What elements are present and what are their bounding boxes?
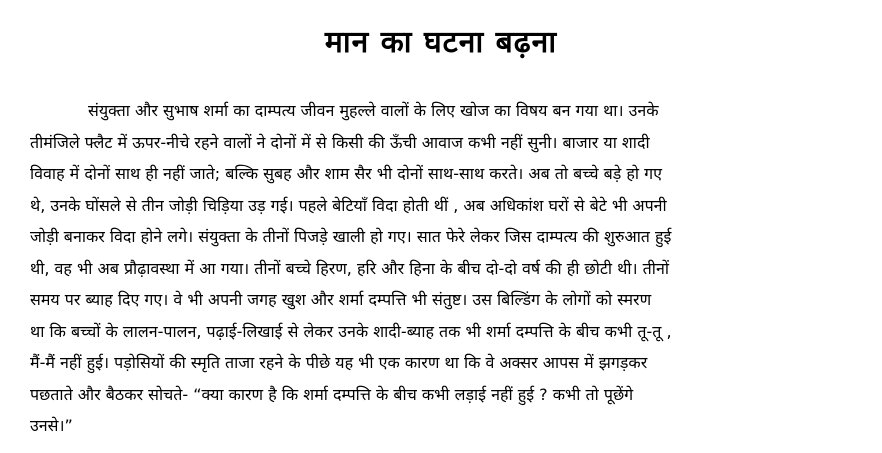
paragraph-line: पछताते और बैठकर सोचते- “क्या कारण है कि शर्मा दम्पत्ति के बीच कभी लड़ाई नहीं हुई ? कभी तो पूछेंगे <box>30 384 634 404</box>
paragraph-line: विवाह में दोनों साथ ही नहीं जाते; बल्कि सुबह और शाम सैर भी दोनों साथ-साथ करते। अब तो बच्चे बड़े हो गए <box>30 164 662 183</box>
paragraph-line: थी, वह भी अब प्रौढ़ावस्था में आ गया। तीनों बच्चे हिरण, हरि और हिना के बीच दो-दो वर्ष की ही छोटी थी। तीनों <box>30 258 669 278</box>
page-title: मान का घटना बढ़ना <box>324 25 558 60</box>
paragraph-line: मैं-मैं नहीं हुई। पड़ोसियों की स्मृति ताजा रहने के पीछे यह भी एक कारण था कि वे अक्सर आपस में झगड़कर <box>30 353 648 372</box>
paragraph-line: तीमंजिले फ्लैट में ऊपर-नीचे रहने वालों ने दोनों में से किसी की ऊँची आवाज कभी नहीं सुनी। बाजार या शादी <box>30 132 650 152</box>
paragraph-line: संयुक्ता और सुभाष शर्मा का दाम्पत्य जीवन मुहल्ले वालों के लिए खोज का विषय बन गया था। उनके <box>88 101 659 120</box>
paragraph-line: जोड़ी बनाकर विदा होने लगे। संयुक्ता के तीनों पिजड़े खाली हो गए। सात फेरे लेकर जिस दाम्पत्य की शुरुआत हुई <box>30 227 672 246</box>
paragraph-line: उनसे।” <box>30 416 73 435</box>
body-paragraph <box>30 95 830 442</box>
paragraph-line: था कि बच्चों के लालन-पालन, पढ़ाई-लिखाई से लेकर उनके शादी-ब्याह तक भी शर्मा दम्पत्ति के बीच कभी तू-तू , <box>30 321 672 341</box>
paragraph-line: थे, उनके घोंसले से तीन जोड़ी चिड़िया उड़ गई। पहले बेटियाँ विदा होती थीं , अब अधिकांश घरों से बेटे भी अपनी <box>30 195 667 215</box>
paragraph-line: समय पर ब्याह दिए गए। वे भी अपनी जगह खुश और शर्मा दम्पत्ति भी संतुष्ट। उस बिल्डिंग के लोगों को स्मरण <box>30 290 652 309</box>
